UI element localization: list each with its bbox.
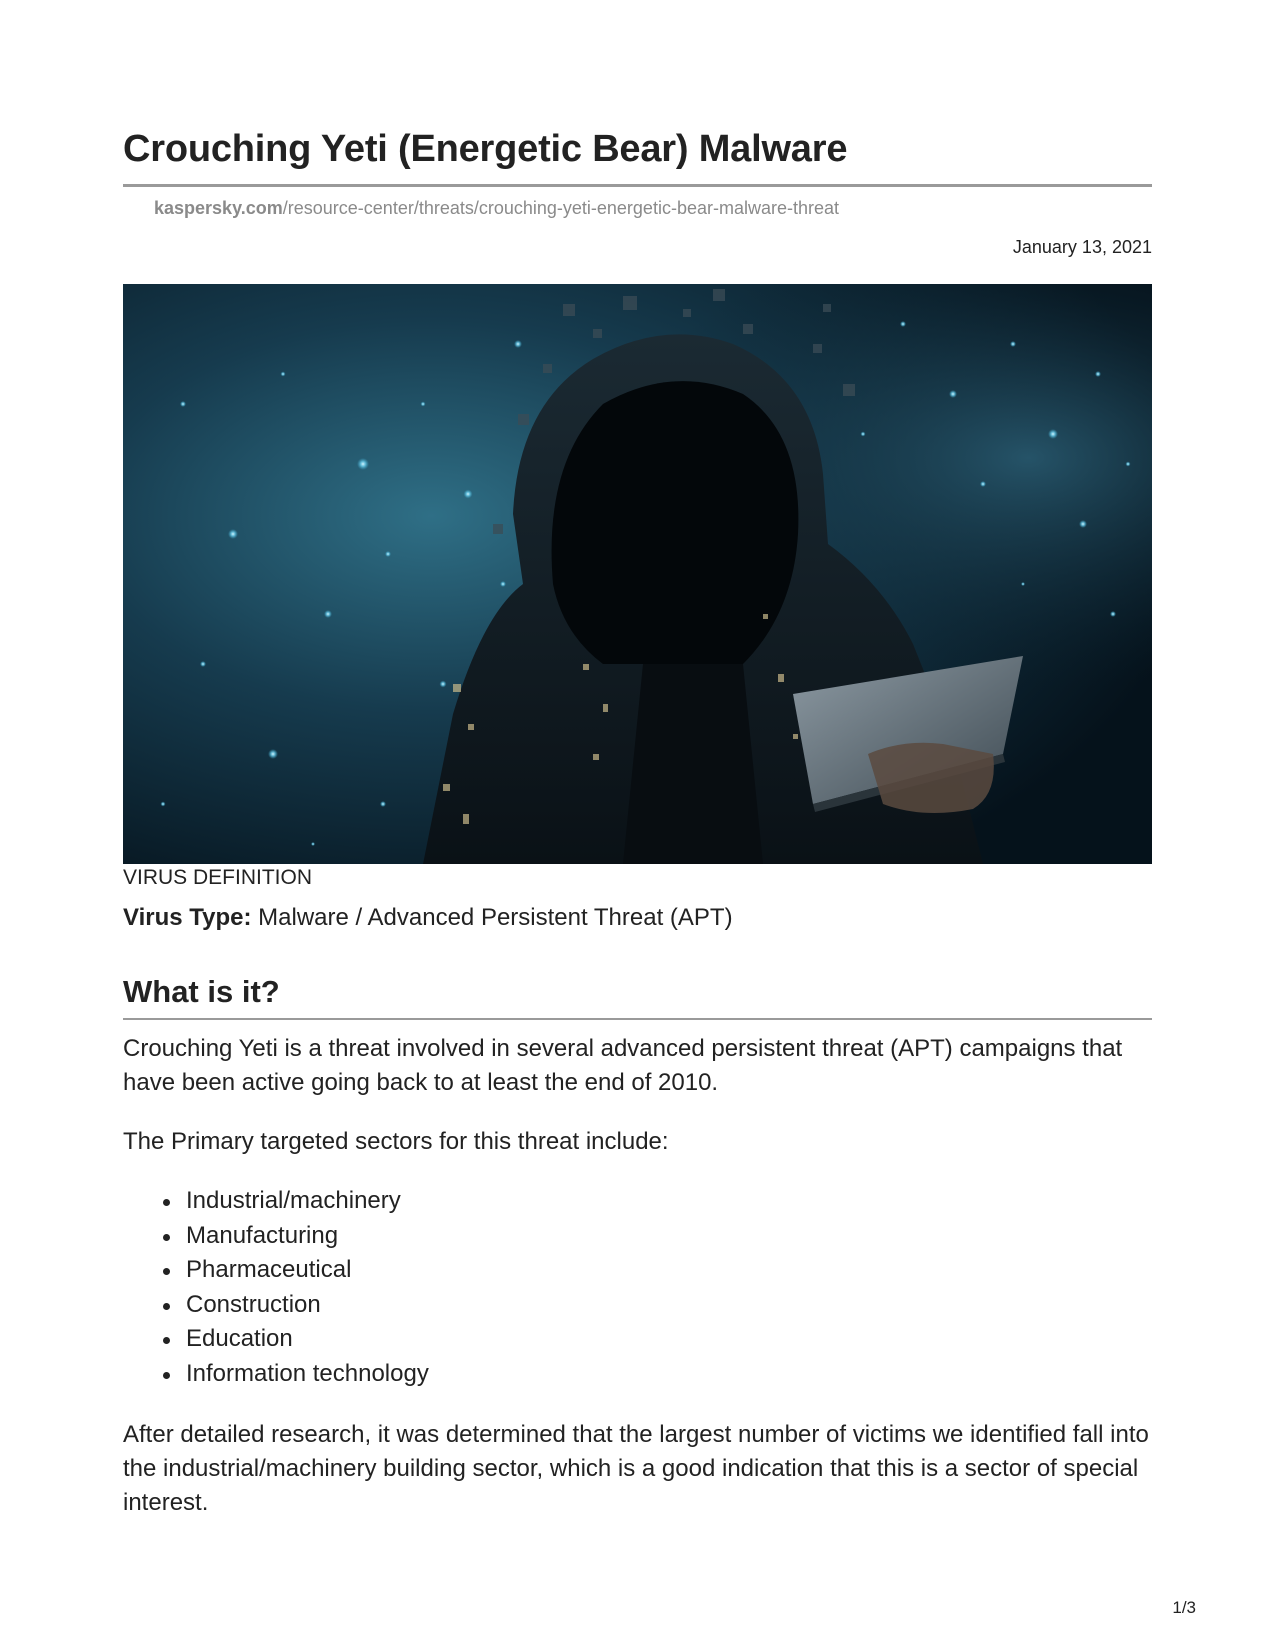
list-item	[123, 1253, 429, 1288]
list-item-text: Pharmaceutical	[186, 1256, 352, 1283]
list-item-text: Education	[186, 1325, 293, 1352]
virus-type	[123, 904, 733, 932]
source-url[interactable]	[154, 198, 839, 219]
virus-type-label: Virus Type:	[123, 904, 252, 931]
section-divider	[123, 1018, 1152, 1020]
virus-type-value: Malware / Advanced Persistent Threat (APT)	[258, 904, 733, 931]
list-item	[123, 1219, 429, 1254]
hooded-hacker-image	[123, 284, 1152, 864]
publish-date: January 13, 2021	[1012, 237, 1152, 257]
bullet-icon	[163, 1199, 170, 1206]
list-item	[123, 1322, 429, 1357]
hooded-hacker-illustration	[123, 284, 1152, 864]
list-item-text: Information technology	[186, 1359, 429, 1387]
page-title: Crouching Yeti (Energetic Bear) Malware	[123, 128, 848, 170]
list-item	[123, 1288, 429, 1323]
paragraph-sectors-intro: The Primary targeted sectors for this threat include:	[123, 1128, 669, 1155]
list-item	[123, 1357, 429, 1392]
list-item-text: Construction	[186, 1290, 321, 1318]
list-item	[123, 1184, 429, 1219]
image-caption: VIRUS DEFINITION	[123, 866, 313, 889]
bullet-icon	[163, 1268, 170, 1275]
page-number: 1/3	[1172, 1598, 1196, 1617]
paragraph-intro: Crouching Yeti is a threat involved in several advanced persistent threat (APT) campaigns that have been active going back to at least the end of 2010.	[123, 1035, 1123, 1096]
bullet-icon	[163, 1337, 170, 1344]
paragraph-conclusion: After detailed research, it was determined that the largest number of victims we identified fall into the industrial/machinery building sector, which is a good indication that this is a sector of special interest.	[123, 1421, 1149, 1516]
source-domain[interactable]: kaspersky.com	[154, 198, 283, 218]
source-path[interactable]: /resource-center/threats/crouching-yeti-energetic-bear-malware-threat	[282, 198, 839, 218]
title-divider	[123, 184, 1152, 187]
list-item-text: Manufacturing	[186, 1221, 339, 1249]
sector-list	[123, 1184, 429, 1391]
section-heading: What is it?	[123, 974, 280, 1009]
list-item-text: Industrial/machinery	[186, 1187, 401, 1214]
bullet-icon	[163, 1303, 170, 1310]
bullet-icon	[163, 1372, 170, 1379]
bullet-icon	[163, 1234, 170, 1241]
